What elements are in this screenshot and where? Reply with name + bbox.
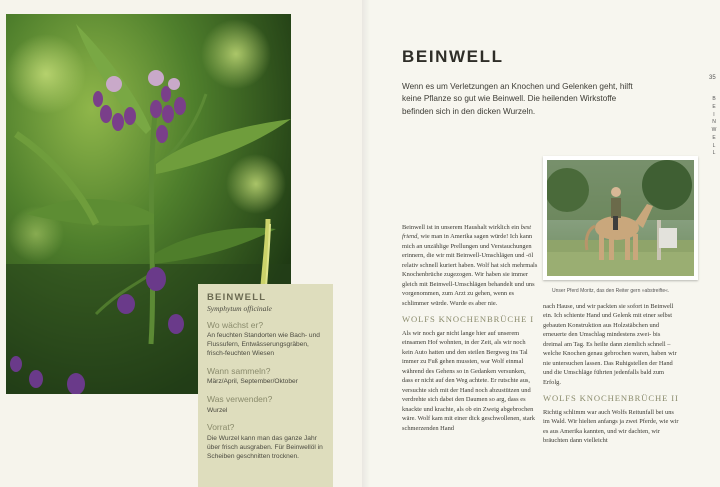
paragraph: Als wir noch gar nicht lange hier auf unserem einsamen Hof wohnten, in der Zeit, als wir noch kein Auto hatten und den steilen Bergweg ins Tal immer zu Fuß gehen mussten, war Wolf einmal während des Gehens so in Gedanken versunken, dass er nicht auf den Weg achtete. Er rutschte aus, versuchte sich mit der Hand noch abzustützen und verdrehte sich dabei den Daumen so arg, dass es knackte und krachte, als ob ein Zweig abgebrochen wäre. Wolf kam mit einer dick geschwollenen, stark schmerzenden Hand [402, 329, 535, 432]
section-heading-1: WOLFS KNOCHENBRÜCHE I [402, 314, 535, 325]
paragraph: nach Hause, und wir packten sie sofort in Beinwell ein. Ich schiente Hand und Gelenk mit einer selbst gebauten Konstruktion aus Holzstäbchen und erneuerte den Umschlag mindestens zwei- bis dreimal am Tag. Es heilte dann ziemlich schnell – welche Knochen genau gebrochen waren, haben wir nie untersuchen lassen. Das Ruhigstellen der Hand und die Umschläge führten jedenfalls bald zum Erfolg. [543, 303, 677, 386]
infobox-question-storage: Vorrat? [207, 422, 235, 433]
paragraph-text: Beinwell ist in unserem Haushalt wirklich ein [402, 224, 521, 231]
running-head-letter: I [713, 111, 715, 118]
running-head-letter: B [712, 96, 716, 102]
book-spine-shadow [362, 0, 370, 487]
horse-photo-image [547, 160, 694, 276]
horse-photo [543, 156, 698, 280]
chapter-lead: Wenn es um Verletzungen an Knochen und Gelenken geht, hilft keine Pflanze so gut wie Beinwell. Die heilenden Wirkstoffe befinden sich in den dicken Wurzeln. [402, 82, 633, 116]
paragraph: Richtig schlimm war auch Wolfs Reitunfall bei uns im Wald. Wir hielten anfangs ja zwei Pferde, wie wir es aus Amerika kannten, und wir dachten, wir bräuchten dann vielleicht [543, 408, 679, 445]
infobox-title: BEINWELL [207, 292, 267, 303]
running-head-letter: E [712, 103, 716, 110]
running-head-letter: W [711, 127, 717, 133]
infobox-question-where: Wo wächst er? [207, 320, 264, 330]
paragraph-text: , wie man in Amerika sagen würde! Ich kann mich an unzählige Prellungen und Verstauchungen erinnern, die wir mit Beinwell-Umschlägen und -öl relativ schnell kuriert haben. Wolf hat sich mehrmals Knochenbrüche zugezogen. Wir haben sie immer gleich mit Beinwell-Umschlägen behandelt und uns vorgenommen, zum Arzt zu gehen, wenn es schlimmer würde. Wurde es aber nie. [402, 233, 538, 307]
text-column-2 [543, 302, 679, 446]
text-column-1 [402, 223, 538, 433]
section-heading-2: WOLFS KNOCHENBRÜCHE II [543, 393, 679, 404]
chapter-title: BEINWELL [402, 47, 504, 66]
infobox-question-when: Wann sammeln? [207, 366, 271, 377]
infobox-question-what: Was verwenden? [207, 394, 273, 405]
plant-info-box [198, 284, 333, 487]
infobox-answer-what: Wurzel [207, 406, 228, 414]
infobox-answer-where: An feuchten Standorten wie Bach- und Flussufern, Entwässerungsgräben, frisch-feuchten Wiesen [207, 332, 320, 358]
infobox-answer-storage: Die Wurzel kann man das ganze Jahr über frisch ausgraben. Für Beinwellöl in Scheiben geschnitten trocknen. [207, 434, 323, 460]
page-number: 35 [709, 75, 716, 81]
emphasis-text: best friend [402, 224, 532, 241]
running-head-letter: L [712, 142, 716, 149]
infobox-answer-when: März/April, September/Oktober [207, 378, 298, 386]
running-head-letter: E [712, 134, 716, 141]
infobox-latin-name: Symphytum officinale [207, 304, 272, 313]
paragraph [402, 223, 538, 308]
horse-photo-caption: Unser Pferd Moritz, das den Reiter gern »abstreifte«. [552, 288, 670, 294]
running-head-letter: N [712, 119, 716, 126]
running-head-vertical [711, 96, 717, 158]
running-head-letter: L [712, 150, 716, 157]
